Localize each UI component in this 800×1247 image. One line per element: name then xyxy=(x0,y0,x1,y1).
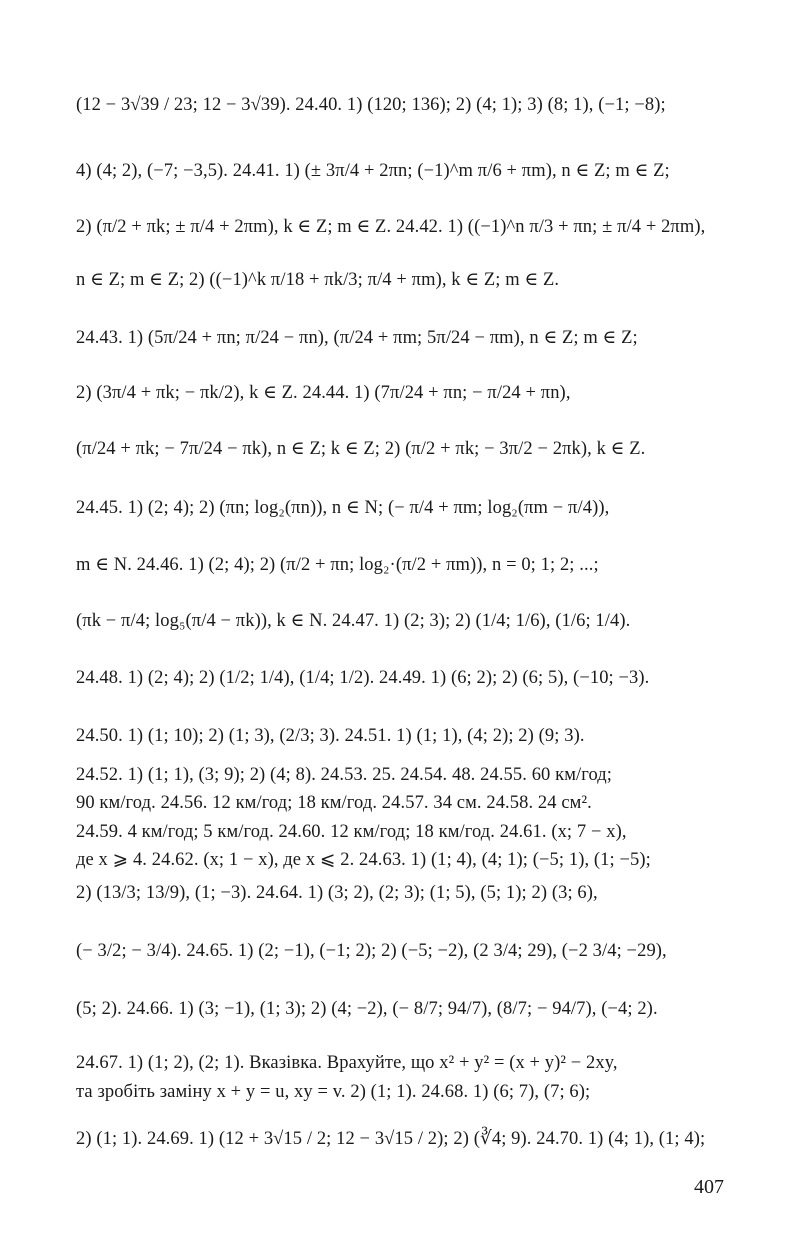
answer-line-6: 2) (3π/4 + πk; − πk/2), k ∈ Z. 24.44. 1) (7π/24 + πn; − π/24 + πn), xyxy=(76,383,571,403)
answer-line-22: 2) (1; 1). 24.69. 1) (12 + 3√15 / 2; 12 − 3√15 / 2); 2) (∛4; 9). 24.70. 1) (4; 1), (1; 4); xyxy=(76,1129,706,1149)
page-number: 407 xyxy=(694,1176,724,1198)
answer-line-8: 24.45. 1) (2; 4); 2) (πn; log₂(πn)), n ∈ N; (− π/4 + πm; log₂(πm − π/4)), xyxy=(76,498,610,518)
answer-line-13: 24.52. 1) (1; 1), (3; 9); 2) (4; 8). 24.53. 25. 24.54. 48. 24.55. 60 км/год; xyxy=(76,765,613,785)
answer-line-19: (5; 2). 24.66. 1) (3; −1), (1; 3); 2) (4; −2), (− 8/7; 94/7), (8/7; − 94/7), (−4; 2). xyxy=(76,999,658,1019)
answer-line-3: 2) (π/2 + πk; ± π/4 + 2πm), k ∈ Z; m ∈ Z. 24.42. 1) ((−1)^n π/3 + πn; ± π/4 + 2πm), xyxy=(76,217,706,237)
answer-line-21: та зробіть заміну x + y = u, xy = v. 2) (1; 1). 24.68. 1) (6; 7), (7; 6); xyxy=(76,1082,591,1102)
answer-line-17: 2) (13/3; 13/9), (1; −3). 24.64. 1) (3; 2), (2; 3); (1; 5), (5; 1); 2) (3; 6), xyxy=(76,883,598,903)
answer-line-14: 90 км/год. 24.56. 12 км/год; 18 км/год. 24.57. 34 см. 24.58. 24 см². xyxy=(76,793,592,813)
answer-line-10: (πk − π/4; log₅(π/4 − πk)), k ∈ N. 24.47. 1) (2; 3); 2) (1/4; 1/6), (1/6; 1/4). xyxy=(76,611,631,631)
answer-line-11: 24.48. 1) (2; 4); 2) (1/2; 1/4), (1/4; 1/2). 24.49. 1) (6; 2); 2) (6; 5), (−10; −3). xyxy=(76,668,650,688)
answer-line-9: m ∈ N. 24.46. 1) (2; 4); 2) (π/2 + πn; log₂·(π/2 + πm)), n = 0; 1; 2; ...; xyxy=(76,555,599,575)
answer-line-1: (12 − 3√39 / 23; 12 − 3√39). 24.40. 1) (120; 136); 2) (4; 1); 3) (8; 1), (−1; −8); xyxy=(76,95,666,115)
answer-line-4: n ∈ Z; m ∈ Z; 2) ((−1)^k π/18 + πk/3; π/4 + πm), k ∈ Z; m ∈ Z. xyxy=(76,270,560,290)
answer-line-16: де x ⩾ 4. 24.62. (x; 1 − x), де x ⩽ 2. 24.63. 1) (1; 4), (4; 1); (−5; 1), (1; −5); xyxy=(76,850,651,870)
answer-line-20: 24.67. 1) (1; 2), (2; 1). Вказівка. Врахуйте, що x² + y² = (x + y)² − 2xy, xyxy=(76,1053,618,1073)
answer-line-15: 24.59. 4 км/год; 5 км/год. 24.60. 12 км/год; 18 км/год. 24.61. (x; 7 − x), xyxy=(76,822,627,842)
answer-line-7: (π/24 + πk; − 7π/24 − πk), n ∈ Z; k ∈ Z; 2) (π/2 + πk; − 3π/2 − 2πk), k ∈ Z. xyxy=(76,439,646,459)
answer-line-18: (− 3/2; − 3/4). 24.65. 1) (2; −1), (−1; 2); 2) (−5; −2), (2 3/4; 29), (−2 3/4; −29), xyxy=(76,941,667,961)
answer-line-12: 24.50. 1) (1; 10); 2) (1; 3), (2/3; 3). 24.51. 1) (1; 1), (4; 2); 2) (9; 3). xyxy=(76,726,585,746)
answer-line-2: 4) (4; 2), (−7; −3,5). 24.41. 1) (± 3π/4 + 2πn; (−1)^m π/6 + πm), n ∈ Z; m ∈ Z; xyxy=(76,161,670,181)
answer-line-5: 24.43. 1) (5π/24 + πn; π/24 − πn), (π/24 + πm; 5π/24 − πm), n ∈ Z; m ∈ Z; xyxy=(76,328,638,348)
